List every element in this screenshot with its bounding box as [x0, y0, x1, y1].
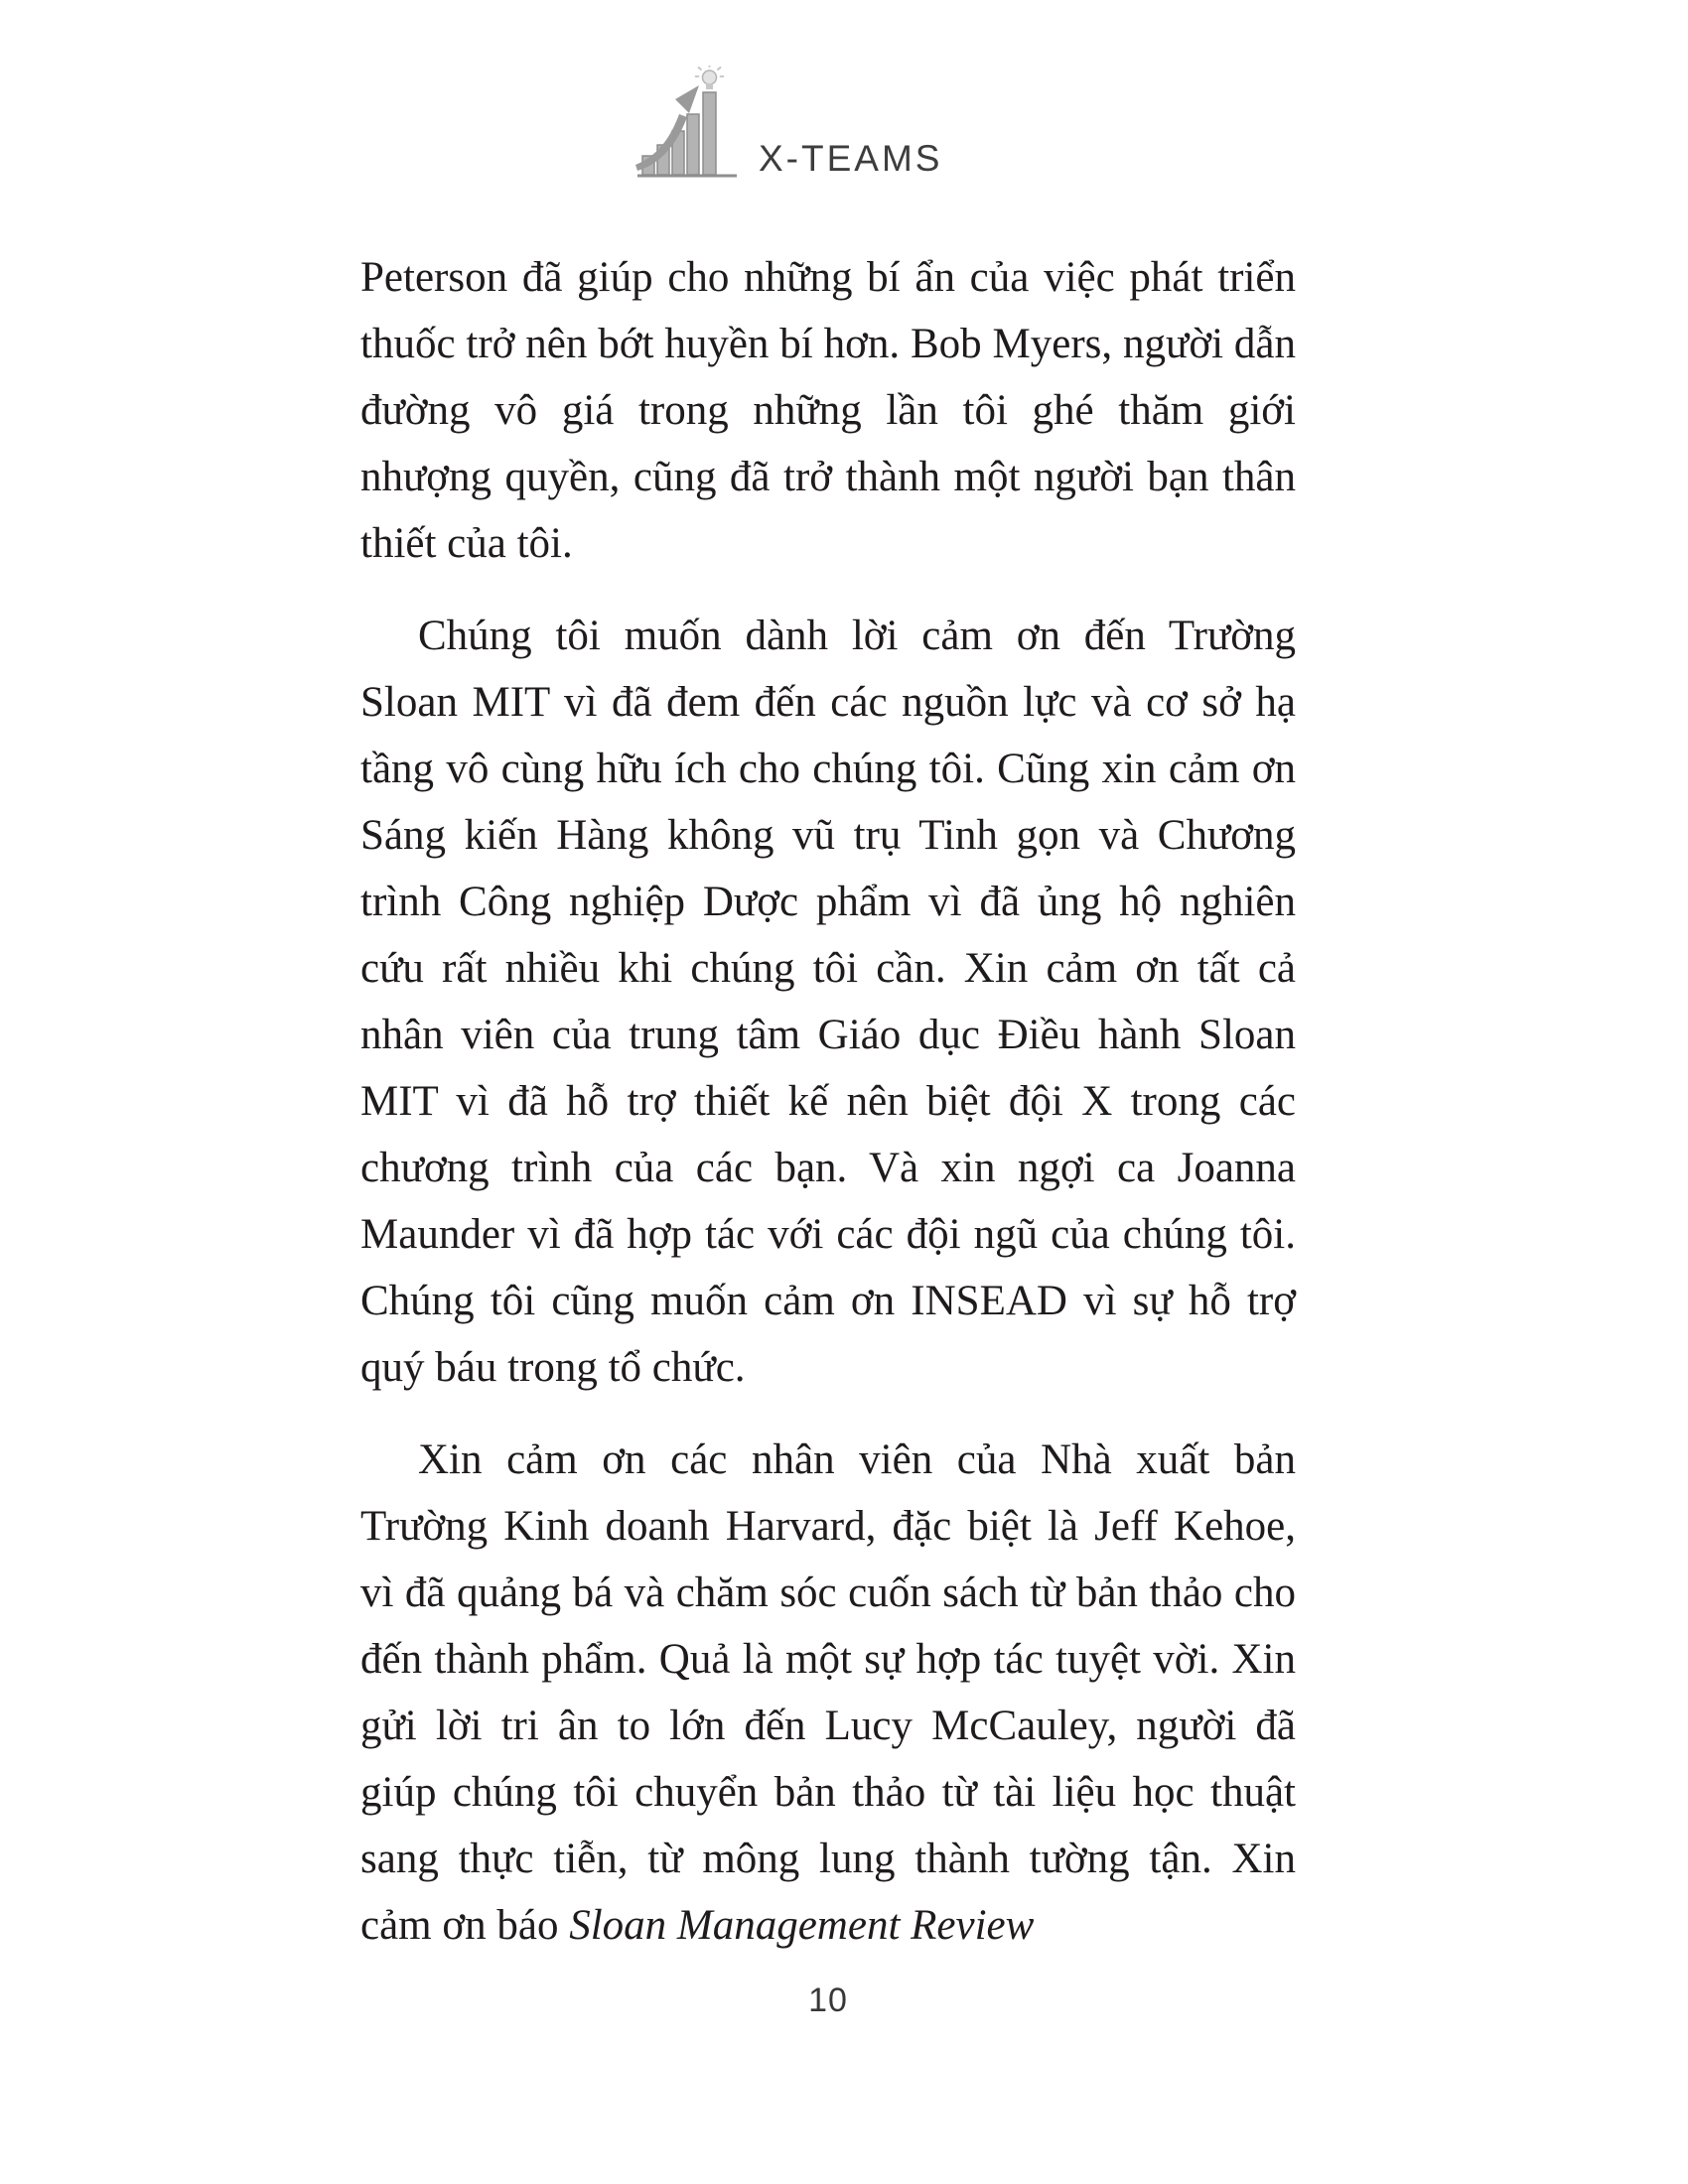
logo-wordmark: X-TEAMS — [759, 138, 943, 179]
paragraph-3 — [360, 1427, 1296, 1959]
page-body-text — [360, 244, 1296, 1959]
growth-chart-logo-icon — [635, 66, 739, 183]
lightbulb-icon — [696, 66, 724, 89]
page-header — [635, 66, 942, 183]
journal-title-italic: Sloan Management Review — [569, 1902, 1035, 1949]
paragraph-2: Chúng tôi muốn dành lời cảm ơn đến Trường Sloan MIT vì đã đem đến các nguồn lực và cơ sở hạ tầng vô cùng hữu ích cho chúng tôi. Cũng xin cảm ơn Sáng kiến Hàng không vũ trụ Tinh gọn và Chương trình Công nghiệp Dược phẩm vì đã ủng hộ nghiên cứu rất nhiều khi chúng tôi cần. Xin cảm ơn tất cả nhân viên của trung tâm Giáo dục Điều hành Sloan MIT vì đã hỗ trợ thiết kế nên biệt đội X trong các chương trình của các bạn. Và xin ngợi ca Joanna Maunder vì đã hợp tác với các đội ngũ của chúng tôi. Chúng tôi cũng muốn cảm ơn INSEAD vì sự hỗ trợ quý báu trong tổ chức. — [360, 613, 1296, 1391]
page-footer — [360, 1981, 1296, 2020]
paragraph-3-text: Xin cảm ơn các nhân viên của Nhà xuất bản Trường Kinh doanh Harvard, đặc biệt là Jeff Kehoe, vì đã quảng bá và chăm sóc cuốn sách từ bản thảo cho đến thành phẩm. Quả là một sự hợp tác tuyệt vời. Xin gửi lời tri ân to lớn đến Lucy McCauley, người đã giúp chúng tôi chuyển bản thảo từ tài liệu học thuật sang thực tiễn, từ mông lung thành tường tận. Xin cảm ơn báo — [360, 1436, 1296, 1949]
page-number: 10 — [808, 1981, 848, 2019]
paragraph-1: Peterson đã giúp cho những bí ẩn của việc phát triển thuốc trở nên bớt huyền bí hơn. Bob Myers, người dẫn đường vô giá trong những lần tôi ghé thăm giới nhượng quyền, cũng đã trở thành một người bạn thân thiết của tôi. — [360, 254, 1296, 567]
